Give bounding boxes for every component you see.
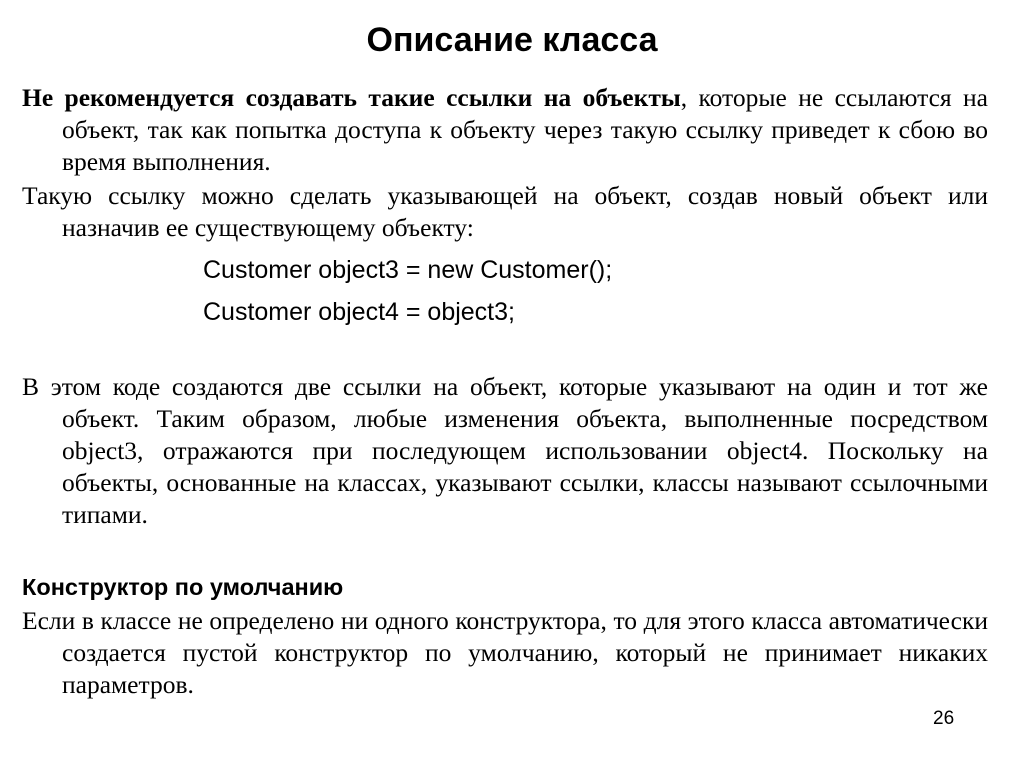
code-line-1: Customer object3 = new Customer();: [203, 256, 613, 284]
paragraph-default-constructor: Если в классе не определено ни одного конструктора, то для этого класса автоматически создается пустой конструктор по умолчанию, который не принимает никаких параметров.: [22, 606, 988, 699]
paragraph-bold-lead: Не рекомендуется создавать такие ссылки на объекты: [22, 83, 681, 112]
page-number: 26: [933, 708, 955, 729]
section-heading-default-constructor: Конструктор по умолчанию: [22, 574, 344, 600]
paragraph-null-reference-warning: [22, 82, 988, 178]
paragraph-reference-explanation: В этом коде создаются две ссылки на объект, которые указывают на один и тот же объект. Таким образом, любые изменения объекта, выполненные посредством object3, отражаются при последующем использовании object4. Поскольку на объекты, основанные на классах, указывают ссылки, классы называют ссылочными типами.: [22, 372, 988, 529]
code-line-2: Customer object4 = object3;: [203, 298, 515, 326]
paragraph-assign-reference: Такую ссылку можно сделать указывающей на объект, создав новый объект или назначив ее существующему объекту:: [22, 181, 988, 242]
slide-title: Описание класса: [366, 21, 658, 59]
paragraph-rest: , которые не ссылаются на объект, так как попытка доступа к объекту через такую ссылку приведет к сбою во время выполнения.: [62, 83, 988, 176]
